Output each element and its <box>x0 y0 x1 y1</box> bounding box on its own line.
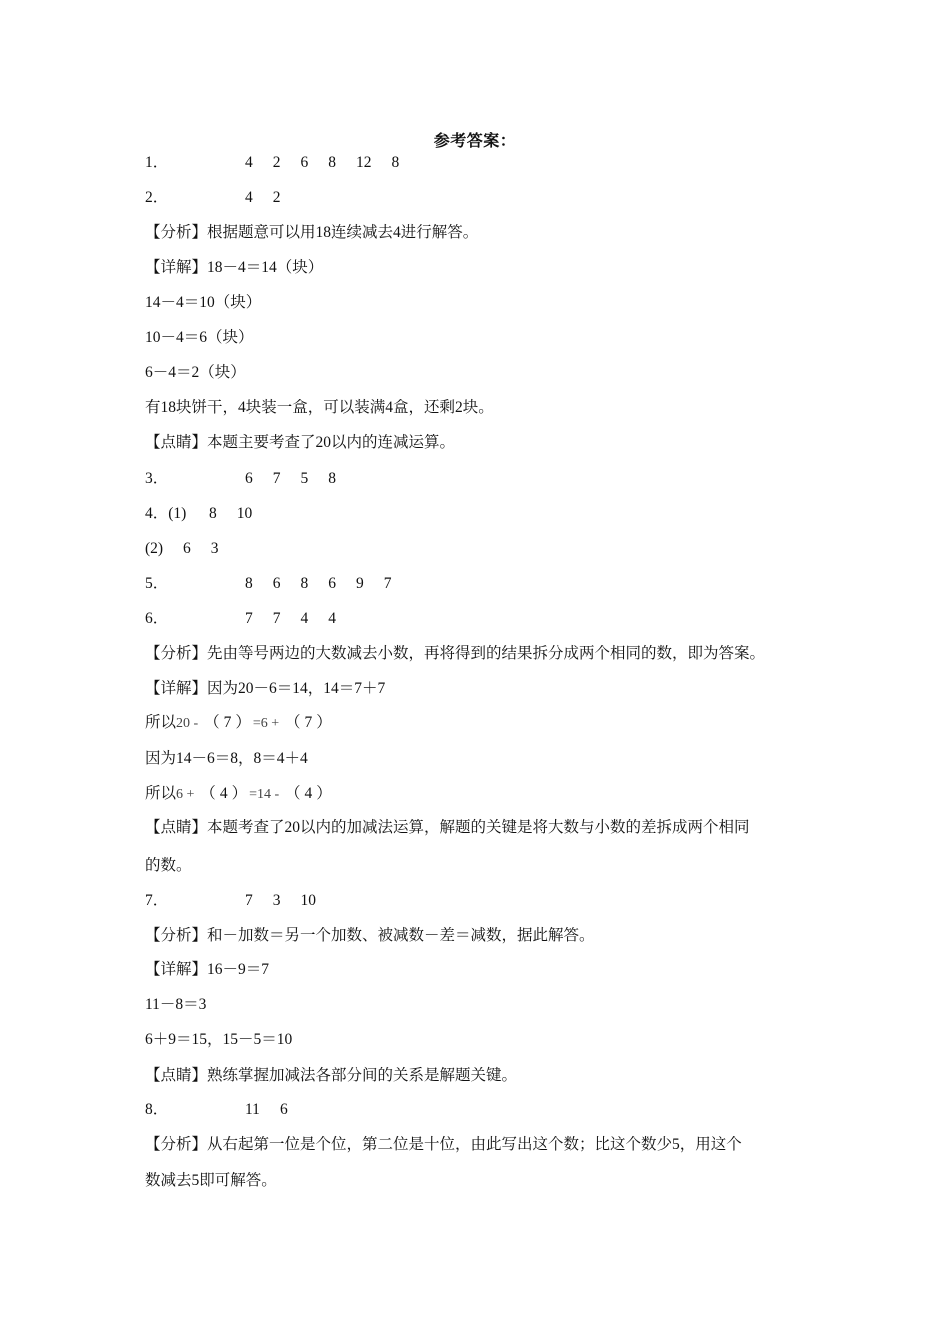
bracket: （ <box>285 785 301 802</box>
answer-value: 4 <box>245 154 253 171</box>
bracket: ） <box>235 714 251 731</box>
answer-value: 3 <box>210 540 219 557</box>
detail-text: 6－4＝2（块） <box>145 364 246 381</box>
detail-text: 6＋9＝15，15－5＝10 <box>145 1031 293 1048</box>
answer-row-q4-2 <box>145 539 825 559</box>
detail-text: 【详解】18－4＝14（块） <box>145 259 324 276</box>
answer-row-q7 <box>145 891 825 911</box>
question-number: 1． <box>145 154 169 171</box>
question-number: 3． <box>145 470 169 487</box>
answer-row-q5 <box>145 574 825 594</box>
answer-value: 12 <box>356 154 372 171</box>
answer-value: 6 <box>272 575 281 592</box>
answer-value: 2 <box>272 154 281 171</box>
math-term: 20 - <box>176 716 199 731</box>
answer-row-q1 <box>145 153 825 173</box>
question-number: 7． <box>145 892 169 909</box>
question-number: (2) <box>145 540 164 557</box>
question-number: 6． <box>145 610 169 627</box>
answer-value: 7 <box>272 610 281 627</box>
math-term: =6 + <box>252 716 280 731</box>
answer-value: 7 <box>223 714 232 731</box>
answer-row-q8 <box>145 1100 825 1120</box>
analysis-text: 数减去5即可解答。 <box>145 1172 277 1189</box>
comment-text: 【点睛】本题主要考查了20以内的连减运算。 <box>145 434 456 451</box>
bracket: ） <box>316 785 332 802</box>
comment-text: 【点睛】熟练掌握加减法各部分间的关系是解题关键。 <box>145 1067 518 1084</box>
answer-row-q3 <box>145 469 825 489</box>
math-term: 6 + <box>176 787 195 802</box>
answer-value: 7 <box>245 610 253 627</box>
answer-row-q4-1 <box>145 504 825 524</box>
answer-value: 4 <box>304 785 313 802</box>
answer-value: 4 <box>219 785 228 802</box>
answer-value: 6 <box>279 1101 288 1118</box>
comment-text: 【点睛】本题考查了20以内的加减法运算，解题的关键是将大数与小数的差拆成两个相同 <box>145 819 750 836</box>
answer-row-q6 <box>145 609 825 629</box>
answer-value: 6 <box>183 540 191 557</box>
question-number: 8． <box>145 1101 169 1118</box>
answer-value: 4 <box>328 610 336 627</box>
answer-value: 6 <box>328 575 336 592</box>
detail-text: 10－4＝6（块） <box>145 329 254 346</box>
answer-value: 6 <box>300 154 309 171</box>
analysis-text: 【分析】先由等号两边的大数减去小数，再将得到的结果拆分成两个相同的数，即为答案。 <box>145 645 766 662</box>
question-number: 2． <box>145 189 169 206</box>
answer-value: 7 <box>304 714 313 731</box>
answer-value: 10 <box>300 892 316 909</box>
answer-value: 8 <box>245 575 253 592</box>
detail-text: 因为14－6＝8，8＝4＋4 <box>145 750 308 767</box>
answer-value: 8 <box>328 470 336 487</box>
bracket: ） <box>316 714 332 731</box>
answer-value: 3 <box>272 892 281 909</box>
answer-value: 9 <box>356 575 364 592</box>
equation-row <box>145 713 825 734</box>
answer-row-q2 <box>145 188 825 208</box>
bracket: （ <box>285 714 301 731</box>
prefix-text: 所以 <box>145 785 177 802</box>
question-number: 5． <box>145 575 169 592</box>
equation-row <box>145 784 825 805</box>
detail-text: 14－4＝10（块） <box>145 294 262 311</box>
page-title: 参考答案： <box>433 133 517 150</box>
bracket: （ <box>200 785 216 802</box>
analysis-text: 【分析】根据题意可以用18连续减去4进行解答。 <box>145 224 479 241</box>
answer-value: 7 <box>272 470 281 487</box>
question-number: 4．(1) <box>145 505 187 522</box>
answer-value: 11 <box>245 1101 260 1118</box>
bracket: ） <box>231 785 248 802</box>
answer-value: 2 <box>272 189 281 206</box>
prefix-text: 所以 <box>145 714 177 731</box>
answer-value: 8 <box>328 154 336 171</box>
answer-value: 4 <box>300 610 309 627</box>
math-term: =14 - <box>249 787 280 802</box>
answer-value: 5 <box>300 470 309 487</box>
detail-text: 有18块饼干，4块装一盒，可以装满4盒，还剩2块。 <box>145 399 494 416</box>
detail-text: 11－8＝3 <box>145 996 207 1013</box>
detail-text: 【详解】因为20－6＝14，14＝7＋7 <box>145 680 386 697</box>
answer-value: 8 <box>209 505 217 522</box>
answer-value: 6 <box>245 470 253 487</box>
analysis-text: 【分析】从右起第一位是个位，第二位是十位，由此写出这个数；比这个数少5，用这个 <box>145 1136 742 1153</box>
comment-text: 的数。 <box>145 857 192 874</box>
detail-text: 【详解】16－9＝7 <box>145 961 270 978</box>
answer-value: 8 <box>300 575 309 592</box>
bracket: （ <box>204 714 220 731</box>
answer-value: 4 <box>245 189 253 206</box>
answer-value: 7 <box>383 575 392 592</box>
answer-value: 8 <box>391 154 400 171</box>
analysis-text: 【分析】和－加数＝另一个加数、被减数－差＝减数，据此解答。 <box>145 927 595 944</box>
answer-value: 10 <box>236 505 253 522</box>
answer-value: 7 <box>245 892 253 909</box>
